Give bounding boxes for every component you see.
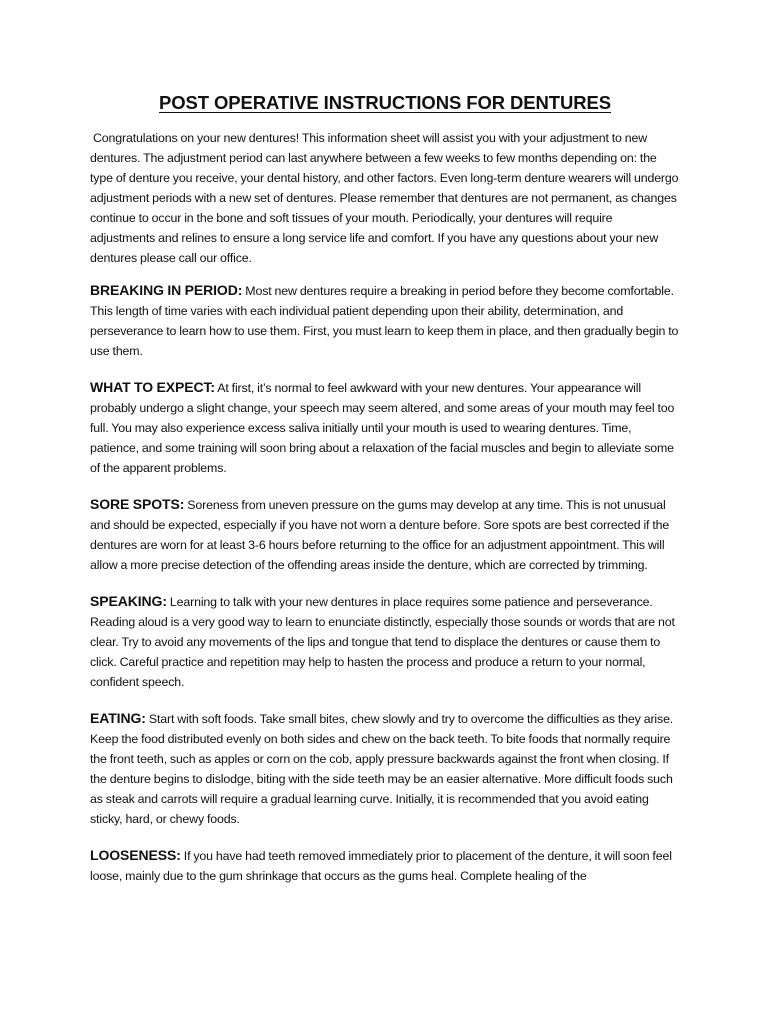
section-heading: SPEAKING:: [90, 593, 167, 609]
section-heading: EATING:: [90, 710, 146, 726]
section-text: Most new dentures require a breaking in period before they become comfortable. This length of time varies with each individual patient depending upon their ability, determination, and perseverance to learn how to use them. First, you must learn to keep them in place, and then gradually begin to use them.: [90, 284, 679, 358]
section-speaking: [90, 591, 680, 692]
section-eating: [90, 708, 680, 829]
section-breaking-in-period: [90, 280, 680, 361]
document-title: POST OPERATIVE INSTRUCTIONS FOR DENTURES: [158, 92, 612, 113]
section-sore-spots: [90, 494, 680, 575]
section-looseness: [90, 845, 680, 886]
document-page: [90, 92, 680, 902]
section-what-to-expect: [90, 377, 680, 478]
section-text: If you have had teeth removed immediately prior to placement of the denture, it will soon feel loose, mainly due to the gum shrinkage that occurs as the gums heal. Complete healing of the: [90, 849, 672, 883]
section-heading: WHAT TO EXPECT:: [90, 379, 215, 395]
section-text: At first, it’s normal to feel awkward with your new dentures. Your appearance will probably undergo a slight change, your speech may seem altered, and some areas of your mouth may feel too full. You may also experience excess saliva initially until your mouth is used to wearing dentures. Time, patience, and some training will soon bring about a relaxation of the facial muscles and begin to alleviate some of the apparent problems.: [90, 381, 675, 475]
intro-paragraph: Congratulations on your new dentures! This information sheet will assist you with your adjustment to new dentures. The adjustment period can last anywhere between a few weeks to few months depending on: the type of denture you receive, your dental history, and other factors. Even long-term denture wearers will undergo adjustment periods with a new set of dentures. Please remember that dentures are not permanent, as changes continue to occur in the bone and soft tissues of your mouth. Periodically, your dentures will require adjustments and relines to ensure a long service life and comfort. If you have any questions about your new dentures please call our office.: [90, 131, 679, 265]
section-heading: SORE SPOTS:: [90, 496, 185, 512]
section-heading: LOOSENESS:: [90, 847, 181, 863]
section-text: Learning to talk with your new dentures in place requires some patience and perseverance. Reading aloud is a very good way to learn to enunciate distinctly, especially those sounds or words that are not clear. Try to avoid any movements of the lips and tongue that tend to displace the dentures or cause them to click. Careful practice and repetition may help to hasten the process and produce a return to your normal, confident speech.: [90, 595, 675, 689]
section-heading: BREAKING IN PERIOD:: [90, 282, 243, 298]
section-text: Soreness from uneven pressure on the gums may develop at any time. This is not unusual and should be expected, especially if you have not worn a denture before. Sore spots are best corrected if the dentures are worn for at least 3-6 hours before returning to the office for an adjustment appointment. This will allow a more precise detection of the offending areas inside the denture, which are corrected by trimming.: [90, 498, 670, 572]
section-text: Start with soft foods. Take small bites, chew slowly and try to overcome the difficulties as they arise. Keep the food distributed evenly on both sides and chew on the back teeth. To bite foods that normally require the front teeth, such as apples or corn on the cob, apply pressure backwards against the front when closing. If the denture begins to dislodge, biting with the side teeth may be an easier alternative. More difficult foods such as steak and carrots will require a gradual learning curve. Initially, it is recommended that you avoid eating sticky, hard, or chewy foods.: [90, 712, 674, 826]
